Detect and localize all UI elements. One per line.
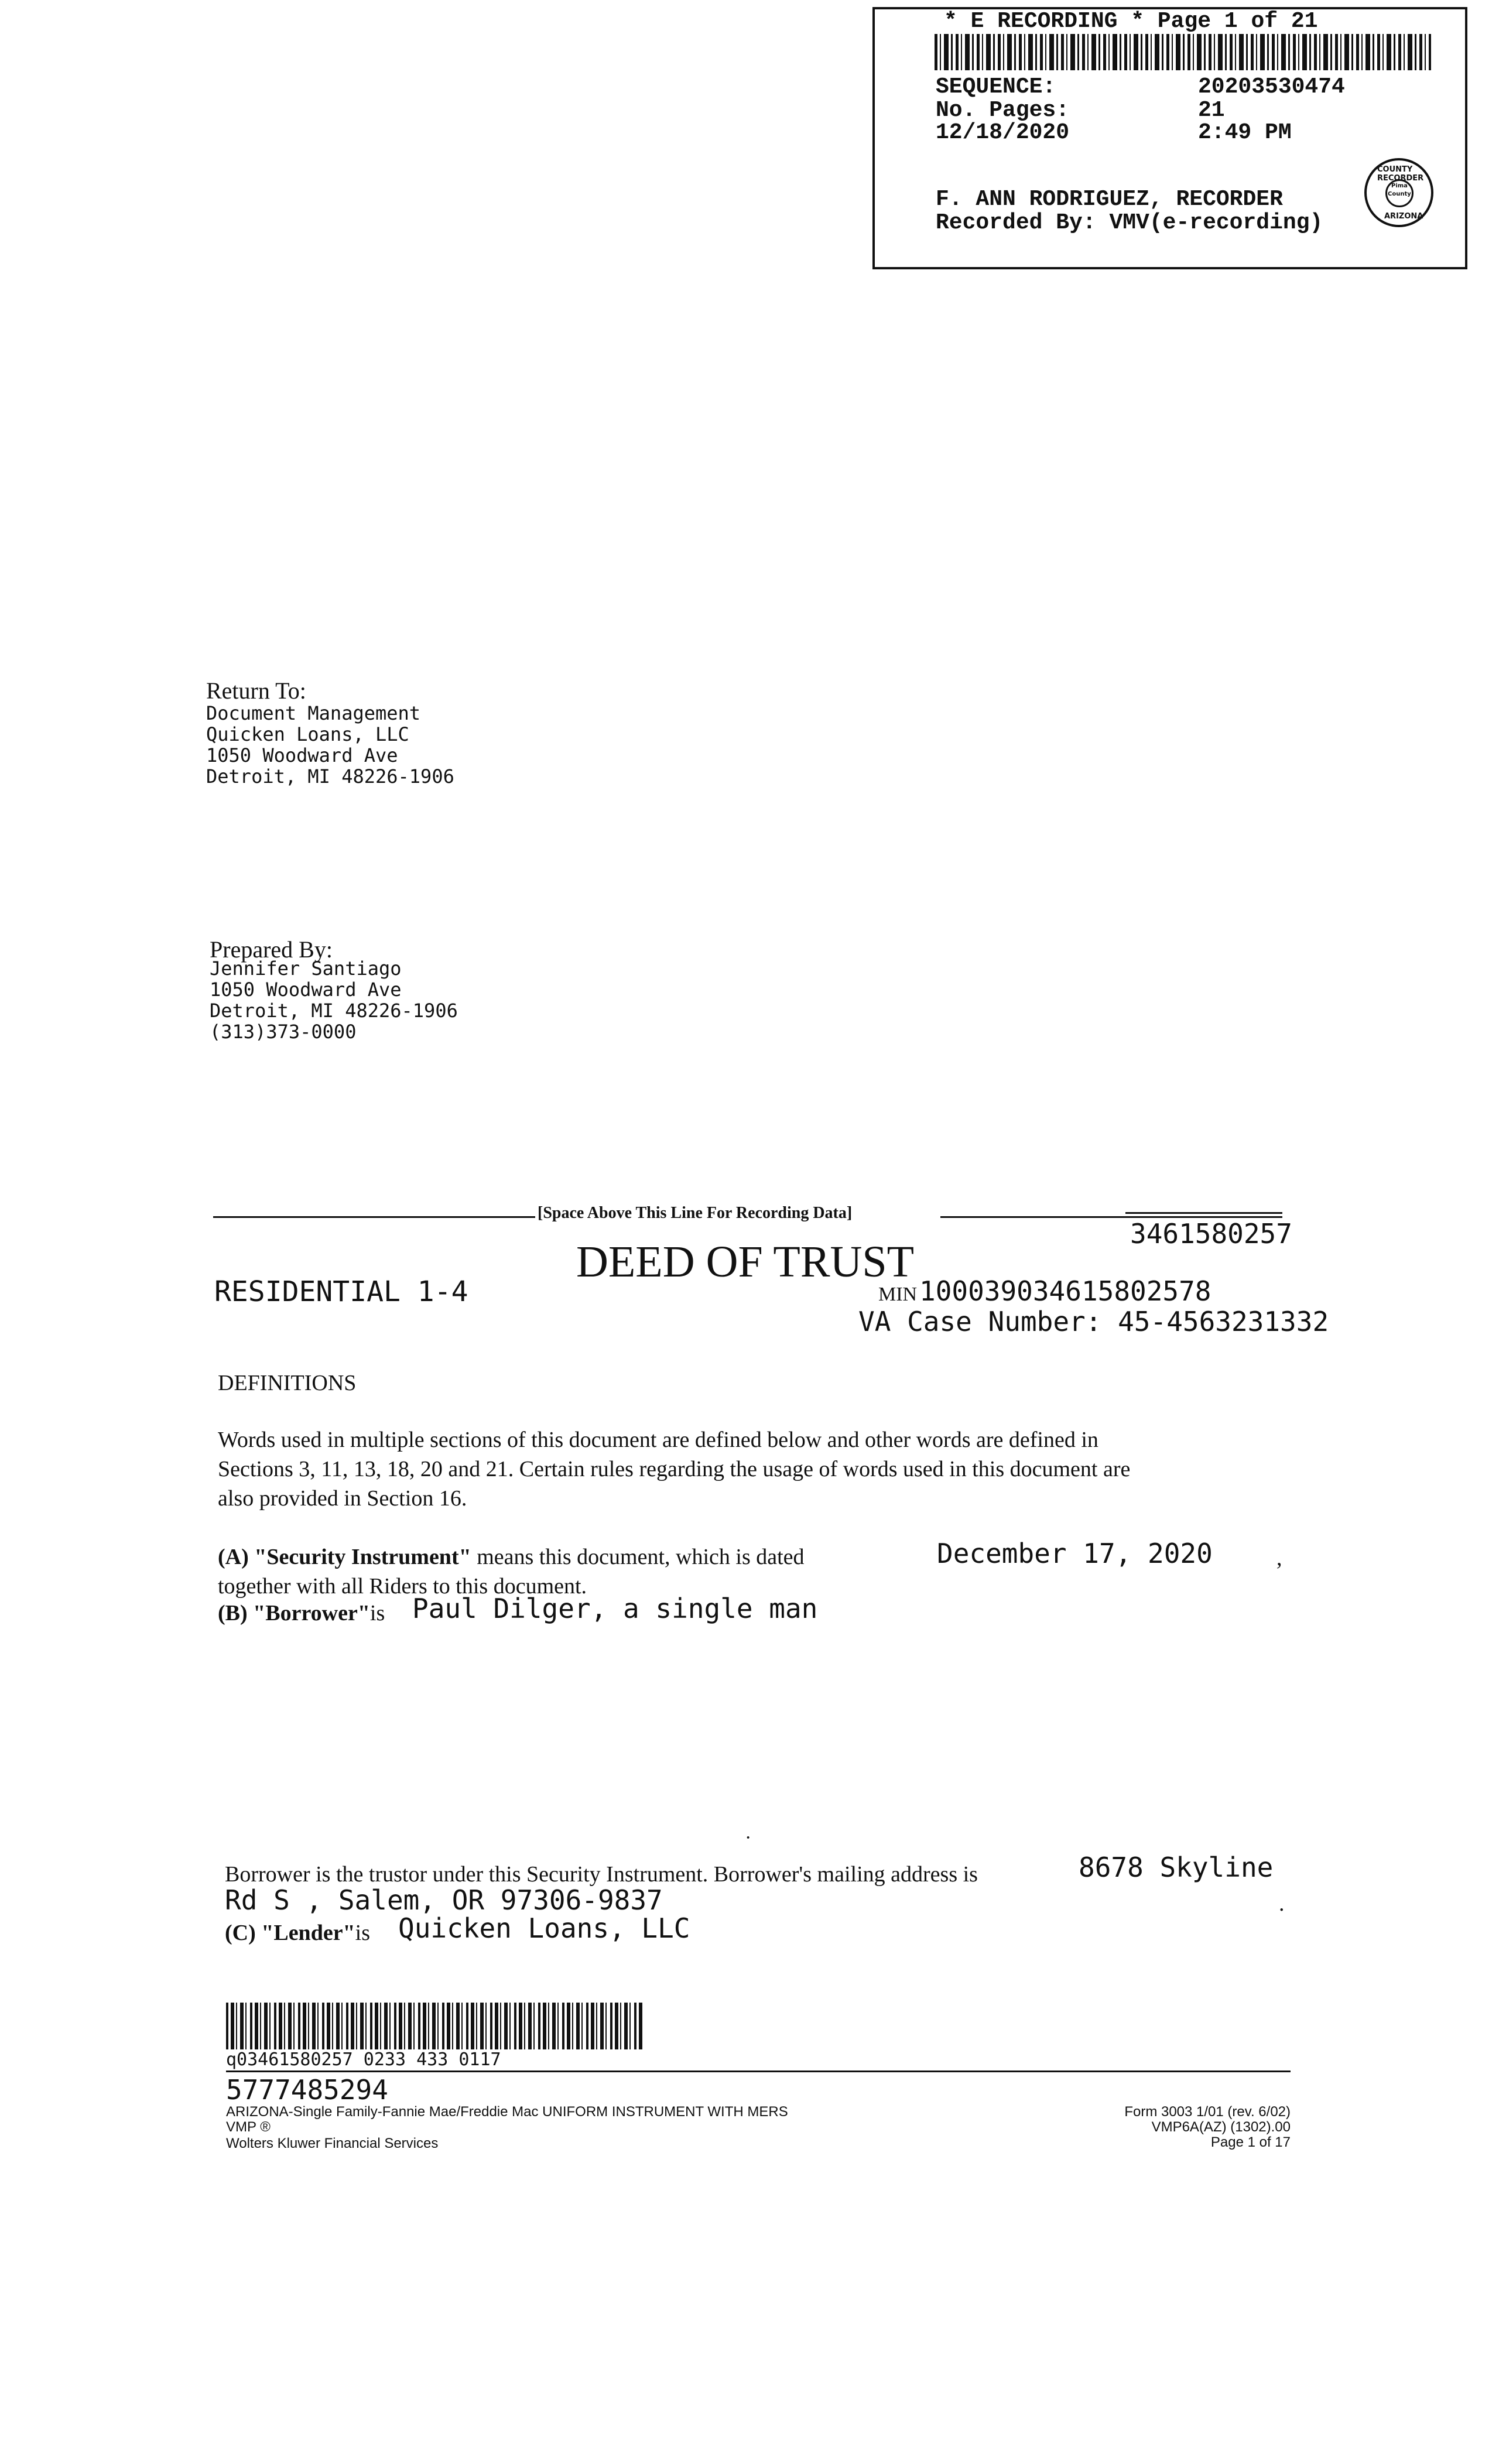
return-to-address: [206, 703, 454, 787]
document-title: DEED OF TRUST: [576, 1237, 915, 1286]
definition-b-is: is: [369, 1601, 385, 1625]
document-barcode: [226, 2003, 643, 2049]
prepared-by-label: Prepared By:: [210, 936, 333, 963]
definition-a: [218, 1542, 805, 1572]
definitions-intro-1: Words used in multiple sections of this document are defined below and other words are defined in: [218, 1428, 1098, 1452]
definition-a-text: means this document, which is dated: [477, 1545, 805, 1569]
footer-vmp-code: VMP6A(AZ) (1302).00: [1151, 2119, 1291, 2135]
footer-page-number: Page 1 of 17: [1210, 2134, 1291, 2150]
loan-number-rule: [1125, 1212, 1282, 1214]
va-case-number: VA Case Number: 45-4563231332: [858, 1306, 1329, 1337]
address-period: .: [1279, 1891, 1285, 1916]
pages-label: No. Pages:: [936, 98, 1070, 123]
return-to-line: Document Management: [206, 702, 421, 724]
recording-divider-left: [213, 1216, 535, 1218]
sequence-value: 20203530474: [1198, 74, 1345, 100]
seal-center-text-1: Pima: [1391, 183, 1408, 189]
definitions-intro-2: Sections 3, 11, 13, 18, 20 and 21. Certain rules regarding the usage of words used in this document are: [218, 1457, 1131, 1481]
prepared-by-line: (313)373-0000: [210, 1021, 357, 1043]
lender-name: Quicken Loans, LLC: [398, 1912, 690, 1944]
prepared-by-line: Jennifer Santiago: [210, 957, 402, 980]
min-value: 100039034615802578: [919, 1275, 1211, 1307]
seal-center-text-2: County: [1388, 191, 1411, 197]
return-to-line: Quicken Loans, LLC: [206, 723, 409, 745]
footer-code: 5777485294: [226, 2074, 388, 2106]
recorded-by: Recorded By: VMV(e-recording): [936, 210, 1323, 235]
security-instrument-date: December 17, 2020: [937, 1538, 1213, 1569]
recorder-name: F. ANN RODRIGUEZ, RECORDER: [936, 187, 1283, 212]
footer-vmp: VMP ®: [226, 2119, 271, 2135]
loan-number: 3461580257: [1130, 1218, 1292, 1250]
recording-time: 2:49 PM: [1198, 120, 1292, 145]
borrower-name: Paul Dilger, a single man: [412, 1593, 818, 1624]
definition-c-is: is: [355, 1921, 371, 1945]
stray-mark: ·: [745, 1827, 752, 1849]
definition-a-continued: together with all Riders to this document.: [218, 1574, 587, 1599]
sequence-label: SEQUENCE:: [936, 74, 1056, 100]
recording-date: 12/18/2020: [936, 120, 1070, 145]
pages-value: 21: [1198, 98, 1225, 123]
borrower-mailing-address-1: 8678 Skyline: [1079, 1852, 1274, 1883]
definition-b: [218, 1599, 385, 1628]
prepared-by-address: [210, 958, 458, 1042]
residential-label: RESIDENTIAL 1-4: [214, 1275, 468, 1308]
recording-barcode: [935, 34, 1431, 70]
definition-a-label: (A) "Security Instrument": [218, 1545, 471, 1569]
footer-form-description: ARIZONA-Single Family-Fannie Mae/Freddie Mac UNIFORM INSTRUMENT WITH MERS: [226, 2104, 788, 2120]
space-above-line-label: [Space Above This Line For Recording Data]: [538, 1204, 853, 1222]
definition-c-label: (C) "Lender": [225, 1921, 355, 1945]
footer-publisher: Wolters Kluwer Financial Services: [226, 2136, 439, 2151]
definition-b-label: (B) "Borrower": [218, 1601, 370, 1625]
definition-c: [225, 1918, 370, 1948]
seal-top-text: COUNTY RECORDER: [1377, 165, 1424, 183]
seal-bottom-text: ARIZONA: [1384, 212, 1423, 221]
county-recorder-seal: [1364, 158, 1433, 227]
return-to-line: Detroit, MI 48226-1906: [206, 765, 454, 788]
footer-form-number: Form 3003 1/01 (rev. 6/02): [1124, 2104, 1291, 2120]
prepared-by-line: Detroit, MI 48226-1906: [210, 1000, 458, 1022]
footer-rule: [226, 2071, 1291, 2072]
borrower-mailing-address-2: Rd S , Salem, OR 97306-9837: [225, 1884, 663, 1916]
definitions-heading: DEFINITIONS: [218, 1371, 357, 1395]
recording-header: * E RECORDING * Page 1 of 21: [944, 9, 1318, 34]
definitions-intro-3: also provided in Section 16.: [218, 1486, 467, 1511]
date-comma: ,: [1276, 1546, 1282, 1570]
return-to-line: 1050 Woodward Ave: [206, 744, 398, 766]
borrower-trustor-text: Borrower is the trustor under this Security Instrument. Borrower's mailing address is: [225, 1862, 978, 1887]
document-barcode-text: q03461580257 0233 433 0117: [226, 2049, 501, 2070]
min-label: MIN: [878, 1284, 918, 1305]
prepared-by-line: 1050 Woodward Ave: [210, 978, 402, 1001]
return-to-label: Return To:: [206, 677, 306, 704]
